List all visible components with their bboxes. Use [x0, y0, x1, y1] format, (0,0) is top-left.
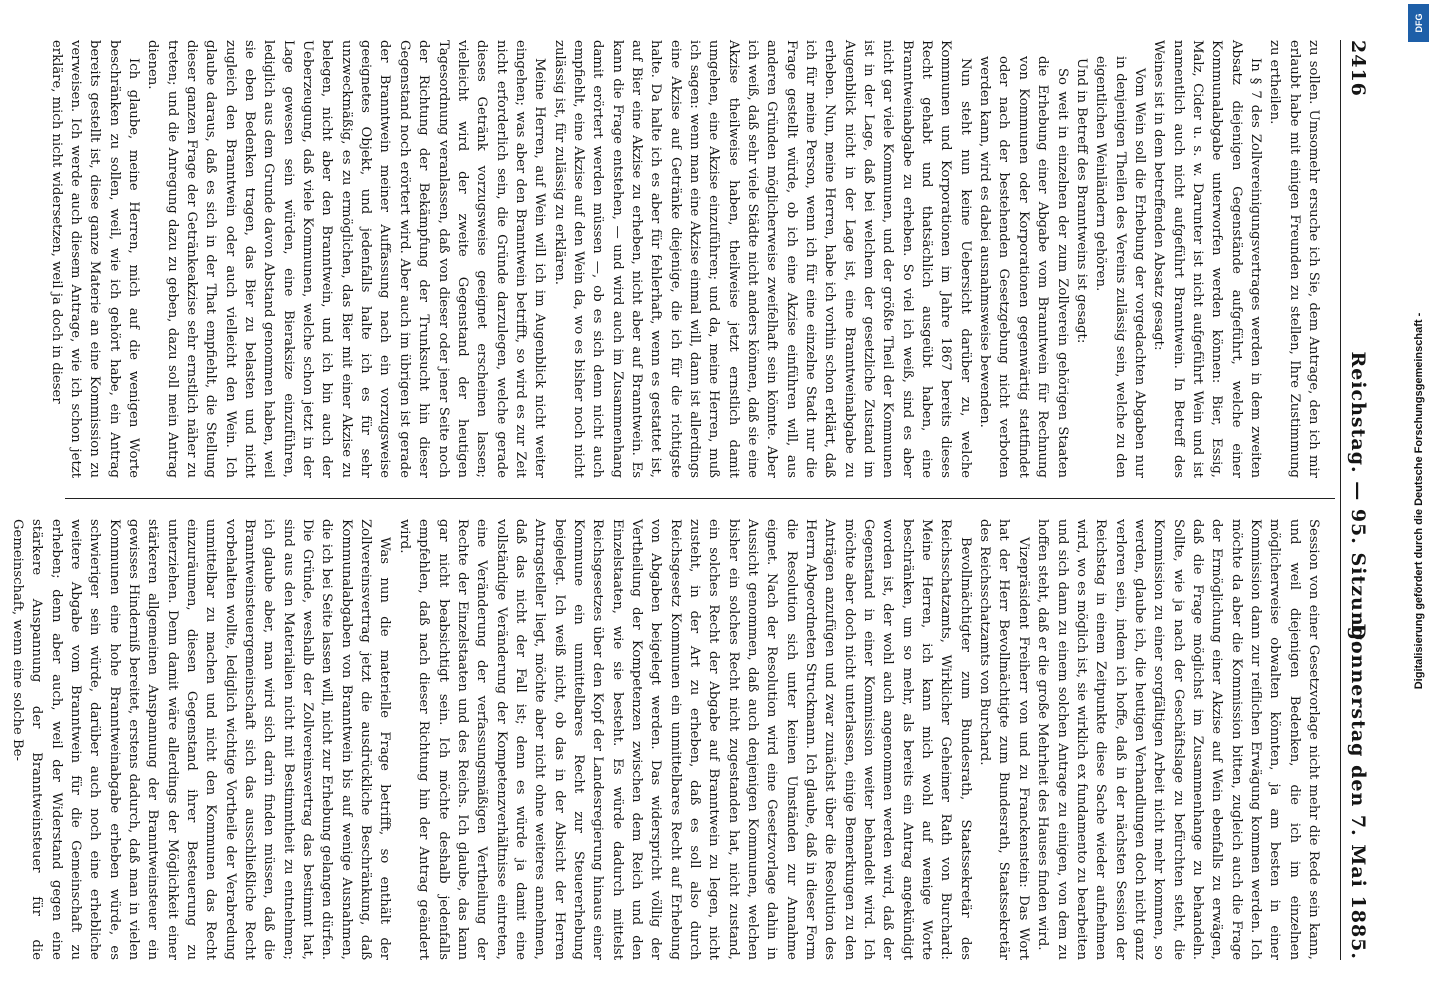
paragraph: Was nun die materielle Frage betrifft, so enthält der Zollvereinsvertrag jetzt die ausdrückliche Beschränkung, daß Kommunalabgaben von Branntwein bis auf wenige Ausnahmen, die ich bei Seite lassen will, nicht zur Erhebung gelangen dürfen. Die Gründe, weshalb der Zollvereinsvertrag das bestimmt hat, sind aus den Materialien nicht mit Bestimmtheit zu entnehmen; ich glaube aber, man wird sich darin finden müssen, daß die Branntweinsteuergemeinschaft sich das ausschließliche Recht vorbehalten wollte, lediglich wichtige Vortheile der Verabredung unmittelbar zu machen und nicht den Kommunen das Recht einzuräumen, diesen Gegenstand ihrer Besteuerung zu unterziehen. Denn damit wäre allerdings der Möglichkeit einer stärkeren allgemeinen Anspannung der Branntweinsteuer ein gewisses Hinderniß bereitet, erstens dadurch, daß man in vielen Kommunen eine hohe Branntweinabgabe erheben würde, es schwieriger sein würde, darüber auch noch eine erhebliche weitere Abgabe vom Branntwein für die Gemeinschaft zu erheben; denn aber auch, weil der Widerstand gegen eine stärkere Anspannung der Branntweinsteuer für die Gemeinschaft, wenn eine solche Be-	[9, 519, 393, 960]
paragraph: zu sollen. Umsomehr ersuche ich Sie, dem Antrage, den ich mir erlaubt habe mit einigen Freunden zu stellen, Ihre Zustimmung zu ertheilen.	[1267, 40, 1321, 478]
paragraph: Session von einer Gesetzvorlage nicht mehr die Rede sein kann, und weil diejenigen Bedenken, die ich im einzelnen möglicherweise obwalten könnten, ja am besten in einer Kommission dann zur reiflichen Erwägung kommen werden. Ich möchte da aber die Kommission bitten, zugleich auch die Frage der Ermöglichung einer Akzise auf Wein ebenfalls zu erwägen, daß die Frage möglichst im Zusammenhange zu behandeln. Sollte, wie ja nach der Geschäftslage zu befürchten steht, die Kommission zu einer sorgfältigen Arbeit nicht mehr kommen, so werden, glaube ich, die heutigen Verhandlungen doch nicht ganz verloren sein, indem ich hoffe, daß in der nächsten Session der Reichstag in einem Zeitpunkte diese Sache wieder aufnehmen wird, wo es möglich ist, sie wirklich ex fundamento zu bearbeiten und sich dann zu einem solchen Antrage zu einigen, von dem zu hoffen steht, daß er die große Mehrheit des Hauses finden wird.	[1035, 519, 1321, 960]
paragraph: Meine Herren, auf Wein will ich im Augenblick nicht weiter eingehen; was aber den Branntwein betrifft, so wird es zur Zeit nicht erforderlich sein, die Gründe darzulegen, welche gerade dieses Getränk vorzugsweise geeignet erscheinen lassen; vielleicht wird der zweite Gegenstand der heutigen Tagesordnung veranlassen, daß von dieser oder jener Seite noch der Richtung der Bekämpfung der Trunksucht hin dieser Gegenstand noch erörtert wird. Aber auch im übrigen ist gerade der Branntwein meiner Auffassung nach ein vorzugsweise geeignetes Objekt, und jedenfalls halte ich es für sehr unzweckmäßig, es zu ermöglichen, das Bier mit einer Akzise zu belegen, nicht aber den Branntwein, und ich bin auch der Ueberzeugung, daß viele Kommunen, welche schon jetzt in der Lage gewesen sein würden, eine Bieraksize einzuführen, lediglich aus dem Grunde davon Abstand genommen haben, weil sie eben Bedenken tragen, das Bier zu belasten und nicht zugleich den Branntwein oder auch vielleicht den Wein. Ich glaube daraus, daß es sich in der That empfiehlt, die Stellung dieser ganzen Frage der Getränkeakzise sehr ernstlich näher zu treten; und die Anregung dazu zu geben, dazu soll mein Antrag dienen.	[145, 40, 548, 478]
page-number: 2416	[1347, 40, 1369, 97]
paragraph: Ich glaube, meine Herren, mich auf die wenigen Worte beschränken zu sollen, weil, wie ich gehört habe, ein Antrag bereits gestellt ist, diese ganze Materie an eine Kommission zu verweisen. Ich werde auch diesem Antrage, wie ich schon jetzt erkläre, mich nicht widersetzen, weil ja doch in dieser	[48, 40, 142, 478]
session-date: Donnerstag den 7. Mai 1885.	[1347, 623, 1369, 960]
paragraph: Vom Wein soll die Erhebung der vorgedachten Abgaben nur in denjenigen Theilen des Vereins zulässig sein, welche zu den eigentlichen Weinländern gehören.	[1093, 56, 1147, 478]
dfg-logo	[1408, 4, 1429, 42]
paragraph: Vizepräsident Freiherr von und zu Franckenstein: Das Wort hat der Herr Bevollmächtigte zum Bundesrath, Staatssekretär des Reichsschatzamts von Burchard.	[977, 519, 1031, 960]
right-text-column	[9, 519, 1323, 960]
paragraph: Nun steht nun keine Uebersicht darüber zu, welche Kommunen und Korporationen im Jahre 1867 bereits dieses Recht gehabt und thatsächlich ausgeübt haben, eine Branntweinabgabe zu erheben. So viel ich weiß, sind es aber nicht gar viele Kommunen, und der größte Theil der Kommunen ist in der Lage, daß bei welchem der gesetzliche Zustand im Augenblick nicht in der Lage ist, eine Branntweinabgabe zu erheben. Nun, meine Herren, habe ich vorhin schon erklärt, daß ich für meine Person, wenn ich für eine einzelne Stadt nur die Frage gestellt würde, ob ich eine Akzise einführen will, aus anderen Gründen möglicherweise zweifelhaft sein könnte. Aber ich weiß, daß sehr viele Städte nicht anders können, daß sie eine Akzise theilweise haben, theilweise jetzt ernstlich damit umgehen, eine Akzise einzuführen; und da, meine Herren, muß ich sagen: wenn man eine Akzise einmal will, dann ist allerdings eine Akzise auf Getränke diejenige, die ich für die richtigste halte. Da halte ich es aber für fehlerhaft, wenn es gestattet ist, auf Bier eine Akzise zu erheben, nicht aber auf Branntwein. Es kann die Frage entstehen, — und wird auch im Zusammenhang damit erörtert werden müssen —, ob es sich denn nicht auch empfiehlt, eine Akzise auf den Wein da, wo es bisher noch nicht zulässig ist, für zulässig zu erklären.	[551, 40, 973, 478]
page-header	[1340, 40, 1381, 960]
dfg-logo-text: DFG	[1413, 13, 1424, 33]
column-divider	[65, 498, 1335, 499]
left-text-column	[48, 40, 1323, 478]
paragraph: Bevollmächtigter zum Bundesrath, Staatssekretär des Reichsschatzamts, Wirklicher Geheimer Rath von Burchard: Meine Herren, ich kann mich wohl auf wenige Worte beschränken, um so mehr, als bereits ein Antrag angekündigt worden ist, der wohl auch angenommen werden wird, daß der Gegenstand in einer Kommission weiter behandelt wird. Ich möchte aber doch nicht unterlassen, einige Bemerkungen zu den Anträgen anzufügen und zwar zunächst über die Resolution des Herrn Abgeordneten Struckmann. Ich glaube, daß in dieser Form die Resolution sich unter keinen Umständen zur Annahme eignet. Nach der Resolution wird eine Gesetzvorlage dahin in Aussicht genommen, daß auch denjenigen Kommunen, welchen bisher ein solches Recht nicht zugestanden hat, nicht zustand, ein solches Recht der Abgabe auf Branntwein zu legen, nicht zusteht, in der Art zu erheben, daß es soll also durch Reichsgesetz Kommunen ein unmittelbares Recht auf Erhebung von Abgaben beigelegt werden. Das widerspricht völlig der Vertheilung der Kompetenzen zwischen dem Reich und den Einzelstaaten, wie sie besteht. Es würde dadurch mittelst Reichsgesetzes über den Kopf der Landesregierung hinaus einer Kommune ein unmittelbares Recht zur Steuererhebung beigelegt. Ich weiß nicht, ob das in der Absicht der Herren Antragsteller liegt, möchte aber nicht ohne weiteres annehmen, daß das nicht der Fall ist; denn es würde ja damit eine vollständige Veränderung der Kompetenzverhältnisse eintreten, eine Veränderung der verfassungsmäßigen Vertheilung der Rechte der Einzelstaaten und des Reichs. Ich glaube, das kann gar nicht beabsichtigt sein. Ich möchte deshalb jedenfalls empfehlen, daß nach dieser Richtung hin der Antrag geändert wird.	[396, 519, 973, 960]
paragraph: Und in Betreff des Branntweins ist gesagt:	[1073, 58, 1089, 344]
paragraph: In § 7 des Zollvereinigungsvertrages werden in dem zweiten Absatz diejenigen Gegenstände aufgeführt, welche einer Kommunalabgabe unterworfen werden können: Bier, Essig, Malz, Cider u. s. w. Darunter ist nicht aufgeführt Wein und ist namentlich auch nicht aufgeführt Branntwein. In Betreff des Weines ist in dem betreffenden Absatz gesagt:	[1151, 40, 1263, 478]
session-title: Reichstag. — 95. Sitzung.	[1347, 351, 1369, 649]
paragraph: So weit in einzelnen der zum Zollverein gehörigen Staaten die Erhebung einer Abgabe vom Branntwein für Rechnung von Kommunen oder Korporationen gegenwärtig stattfindet oder nach der bestehenden Gesetzgebung nicht verboten werden kann, wird es dabei ausnahmsweise bewenden.	[977, 56, 1070, 478]
digitization-credit-text: Digitalisierung gefördert durch die Deutsche Forschungsgemeinschaft -	[1413, 312, 1425, 689]
digitization-credit	[1408, 18, 1430, 983]
